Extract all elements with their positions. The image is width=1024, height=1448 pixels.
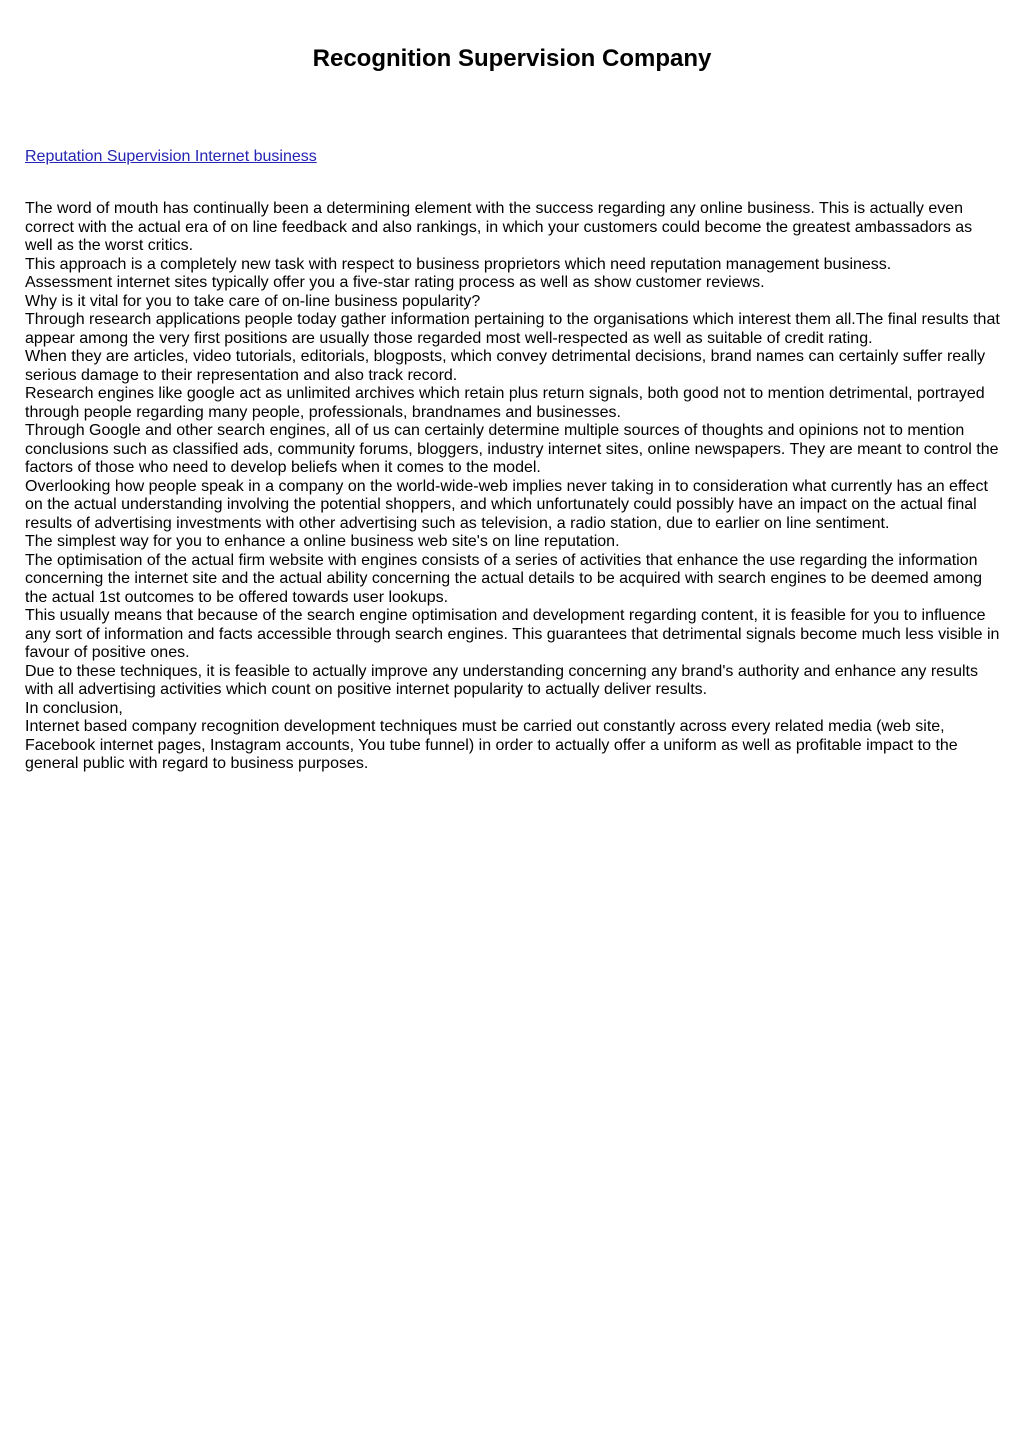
paragraph: In conclusion, xyxy=(25,699,123,717)
paragraph: The optimisation of the actual firm website with engines consists of a series of activities that enhance the use regarding the information concerning the internet site and the actual ability concerning the actual details to be acquired with search engines to be deemed among the actual 1st outcomes to be offered towards user lookups. xyxy=(25,551,983,606)
paragraph: When they are articles, video tutorials, editorials, blogposts, which convey detrimental decisions, brand names can certainly suffer really serious damage to their representation and also track record. xyxy=(25,348,986,384)
paragraph: Why is it vital for you to take care of on-line business popularity? xyxy=(25,292,481,310)
paragraph: This approach is a completely new task with respect to business proprietors which need reputation management business. xyxy=(25,255,892,273)
paragraph: Overlooking how people speak in a company on the world-wide-web implies never taking in to consideration what currently has an effect on the actual understanding involving the potential shoppers, and which unfortunately could possibly have an impact on the actual final results of advertising investments with other advertising such as television, a radio station, due to earlier on line sentiment. xyxy=(25,477,988,532)
paragraph: Internet based company recognition development techniques must be carried out constantly across every related media (web site, Facebook internet pages, Instagram accounts, You tube funnel) in order to actually offer a uniform as well as profitable impact to the general public with regard to business purposes. xyxy=(25,718,958,772)
paragraph: Through Google and other search engines, all of us can certainly determine multiple sources of thoughts and opinions not to mention conclusions such as classified ads, community forums, bloggers, industry internet sites, online newspapers. They are meant to control the factors of those who need to develop beliefs when it comes to the model. xyxy=(25,422,999,476)
reputation-link[interactable]: Reputation Supervision Internet business xyxy=(25,148,317,165)
paragraph: Assessment internet sites typically offer you a five-star rating process as well as show customer reviews. xyxy=(25,274,765,291)
page-title: Recognition Supervision Company xyxy=(312,45,712,72)
paragraph: The word of mouth has continually been a determining element with the success regarding any online business. This is actually even correct with the actual era of on line feedback and also rankings, in which your customers could become the greatest ambassadors as well as the worst critics. xyxy=(25,200,973,254)
article-body xyxy=(25,200,1000,774)
paragraph: The simplest way for you to enhance a online business web site's on line reputation. xyxy=(25,533,620,550)
paragraph: Through research applications people today gather information pertaining to the organisations which interest them all.The final results that appear among the very first positions are usually those regarded most well-respected as well as suitable of credit rating. xyxy=(25,311,1000,347)
paragraph: This usually means that because of the search engine optimisation and development regarding content, it is feasible for you to influence any sort of information and facts accessible through search engines. This guarantees that detrimental signals become much less visible in favour of positive ones. xyxy=(25,607,1000,661)
paragraph: Research engines like google act as unlimited archives which retain plus return signals, both good not to mention detrimental, portrayed through people regarding many people, professionals, brandnames and businesses. xyxy=(25,385,985,421)
paragraph: Due to these techniques, it is feasible to actually improve any understanding concerning any brand's authority and enhance any results with all advertising activities which count on positive internet popularity to actually deliver results. xyxy=(25,662,978,698)
